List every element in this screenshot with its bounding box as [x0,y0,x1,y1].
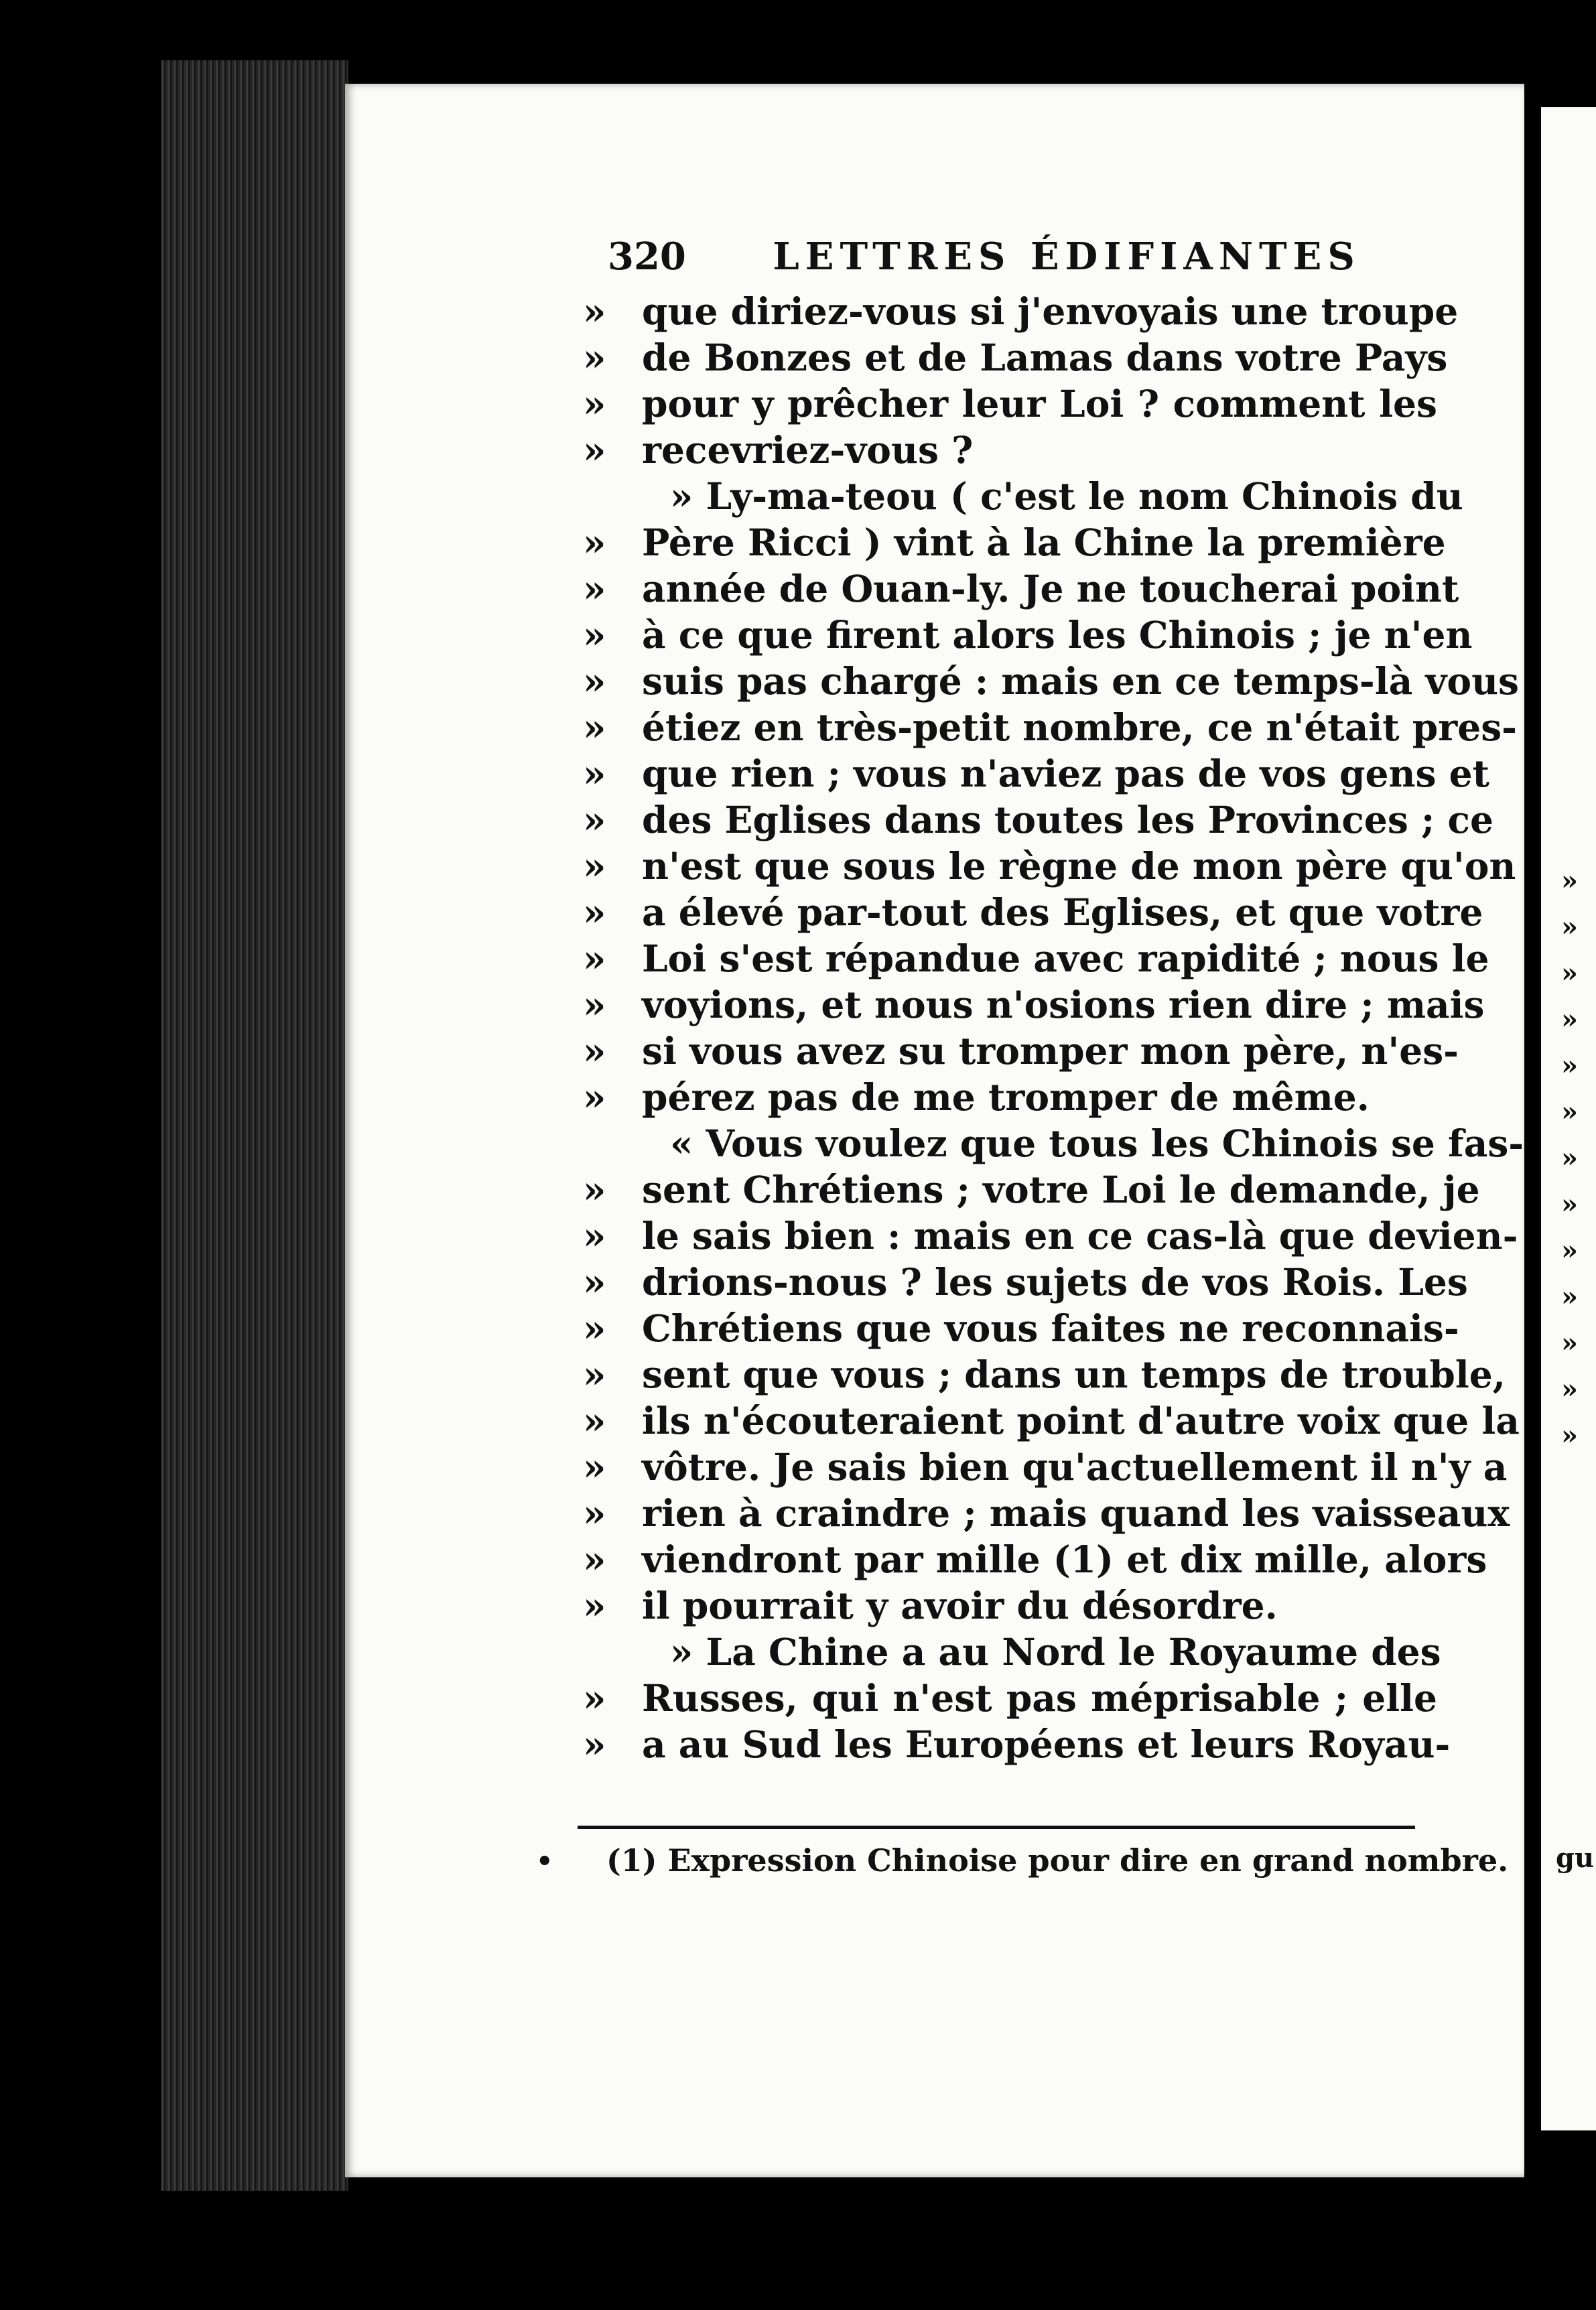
running-title: LETTRES ÉDIFIANTES [773,234,1361,279]
text-line [583,1444,1508,1490]
line-text: « Vous voulez que tous les Chinois se fas- [670,1122,1524,1165]
line-text: drions-nous ? les sujets de vos Rois. Les [642,1260,1468,1304]
line-text: sent que vous ; dans un temps de trouble, [642,1353,1506,1396]
text-line [583,1675,1437,1721]
line-text: que diriez-vous si j'envoyais une troupe [642,289,1459,333]
line-text: le sais bien : mais en ce cas-là que devien- [642,1214,1518,1258]
quote-mark: » [583,336,606,379]
footnote-rule [578,1826,1415,1829]
line-text: rien à craindre ; mais quand les vaisseaux [642,1491,1510,1535]
quote-mark: » [583,1722,606,1766]
quote-mark: » [583,1445,606,1489]
quote-mark: » [583,1584,606,1627]
margin-dot: • [536,1846,553,1877]
text-line [583,1028,1459,1074]
text-line [583,473,1463,519]
line-text: ils n'écouteraient point d'autre voix que la [642,1399,1520,1442]
line-text: n'est que sous le règne de mon père qu'on [642,844,1516,888]
quote-mark: » [583,1260,606,1304]
text-line [583,565,1459,612]
text-line [583,1398,1520,1444]
quote-mark: » [583,1214,606,1258]
footnote: (1) Expression Chinoise pour dire en grand nombre. [606,1842,1509,1879]
quote-mark: » [583,844,606,888]
page-number: 320 [608,234,686,279]
text-line [583,797,1493,843]
line-text: viendront par mille (1) et dix mille, alors [642,1538,1487,1581]
line-text: pour y prêcher leur Loi ? comment les [642,382,1437,425]
text-line [583,427,1437,473]
quote-mark: » [583,1353,606,1396]
line-text: de Bonzes et de Lamas dans votre Pays [642,336,1448,379]
text-line [583,1536,1487,1582]
text-line [583,750,1489,797]
text-line [583,612,1473,658]
quote-mark: » [583,289,606,333]
quote-mark: » [583,613,606,657]
quote-mark: » [583,382,606,425]
line-text: Chrétiens que vous faites ne reconnais- [642,1306,1459,1350]
quote-mark: » [583,1306,606,1350]
line-text: Père Ricci ) vint à la Chine la première [642,521,1446,564]
line-text: Loi s'est répandue avec rapidité ; nous le [642,937,1489,980]
quote-mark: » [583,798,606,841]
text-line [583,288,1459,334]
text-line [583,1074,1437,1120]
quote-mark: » [583,1075,606,1119]
quote-mark: » [583,428,606,472]
text-line [583,704,1518,750]
line-text: Russes, qui n'est pas méprisable ; elle [642,1676,1437,1720]
text-line [583,889,1483,935]
line-text: si vous avez su tromper mon père, n'es- [642,1029,1459,1073]
line-text: il pourrait y avoir du désordre. [642,1584,1278,1627]
text-line [583,334,1448,381]
quote-mark: » [583,1399,606,1442]
text-line [583,1213,1518,1259]
line-text: année de Ouan-ly. Je ne toucherai point [642,567,1459,610]
quote-mark: » [583,752,606,795]
line-text: que rien ; vous n'aviez pas de vos gens et [642,752,1489,795]
text-line [583,843,1516,889]
quote-mark: » [583,1029,606,1073]
text-line [583,935,1489,981]
line-text: pérez pas de me tromper de même. [642,1075,1370,1119]
text-line [583,1629,1441,1675]
quote-mark: » [583,659,606,703]
body-text [583,288,1524,1767]
line-text: » La Chine a au Nord le Royaume des [670,1630,1441,1674]
quote-mark: » [583,890,606,934]
text-line [583,981,1485,1028]
text-line [583,1305,1459,1351]
line-text: sent Chrétiens ; votre Loi le demande, je [642,1168,1480,1211]
text-line [583,1582,1437,1629]
quote-mark: » [583,1538,606,1581]
facing-page-fragment: gu [1556,1842,1595,1874]
quote-mark: » [583,983,606,1026]
line-text: suis pas chargé : mais en ce temps-là vous [642,659,1520,703]
quote-mark: » [583,1491,606,1535]
text-line [583,1490,1510,1536]
quote-mark: » [583,705,606,749]
line-text: a au Sud les Européens et leurs Royau- [642,1722,1451,1766]
page-edge-stack [161,60,348,2191]
text-line [583,1120,1524,1166]
line-text: vôtre. Je sais bien qu'actuellement il n'y a [642,1445,1508,1489]
text-line [583,1351,1506,1398]
quote-mark: » [583,1676,606,1720]
line-text: voyions, et nous n'osions rien dire ; mais [642,983,1485,1026]
text-line [583,381,1437,427]
page-header [608,234,1361,279]
text-line [583,658,1520,704]
line-text: a élevé par-tout des Eglises, et que votre [642,890,1483,934]
quote-mark: » [583,1168,606,1211]
quote-mark: » [583,567,606,610]
text-line [583,519,1446,565]
quote-mark: » [583,937,606,980]
line-text: à ce que firent alors les Chinois ; je n'en [642,613,1473,657]
text-line [583,1259,1468,1305]
line-text: des Eglises dans toutes les Provinces ; ce [642,798,1493,841]
text-line [583,1721,1451,1767]
line-text: » Ly-ma-teou ( c'est le nom Chinois du [670,474,1463,518]
line-text: recevriez-vous ? [642,428,974,472]
line-text: étiez en très-petit nombre, ce n'était pres- [642,705,1518,749]
quote-mark: » [583,521,606,564]
text-line [583,1166,1480,1213]
facing-page-quote-marks: » » » » » » » » » » » » » [1561,865,1578,1451]
